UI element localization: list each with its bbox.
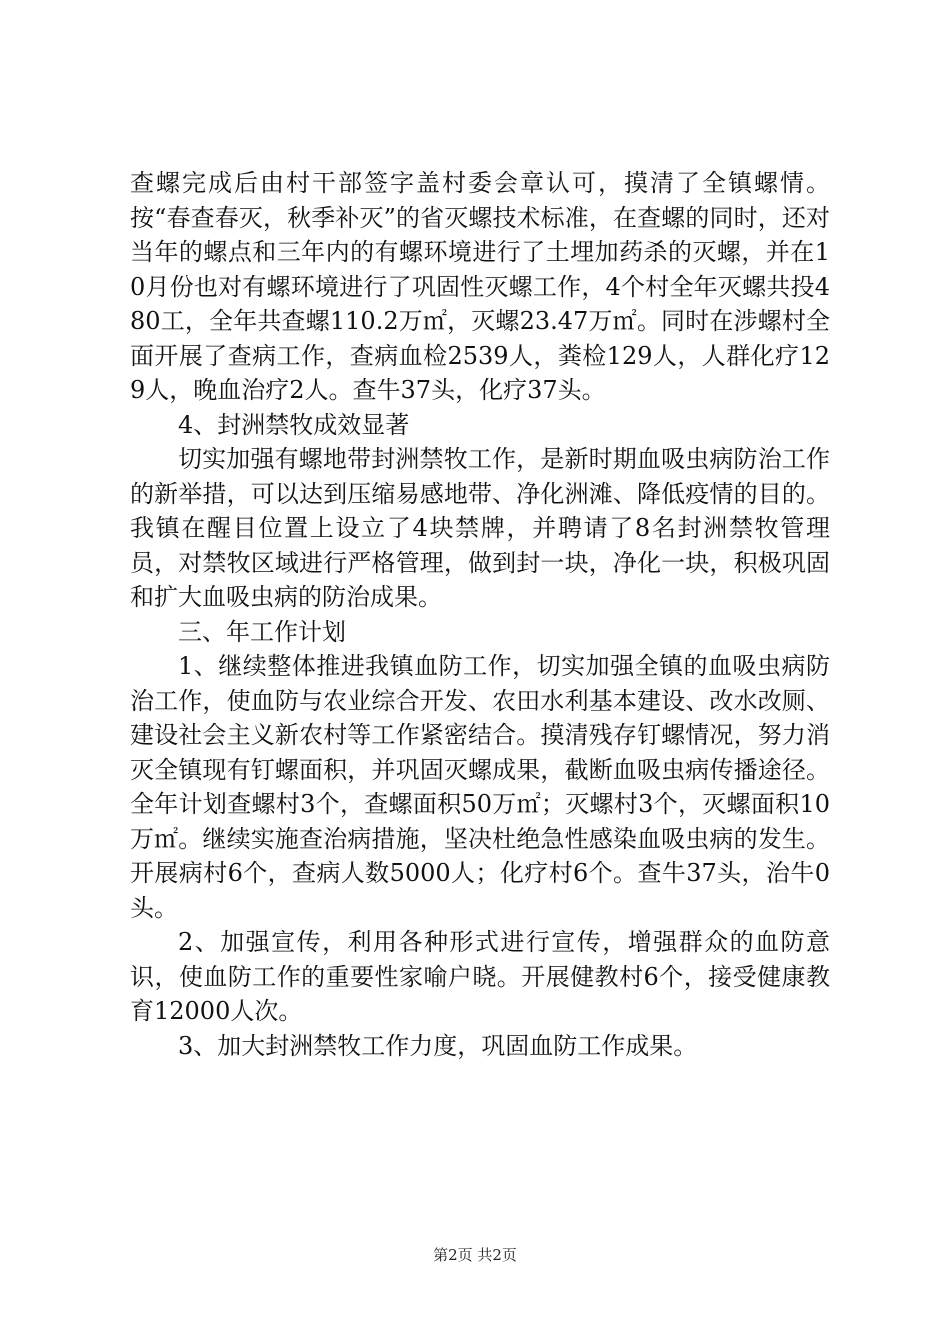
page-number-footer: 第2页 共2页 xyxy=(433,1246,517,1264)
document-body xyxy=(130,166,830,1063)
heading-work-plan: 三、年工作计划 xyxy=(178,617,346,646)
paragraph-snail-survey: 查螺完成后由村干部签字盖村委会章认可，摸清了全镇螺情。按“春查春灭，秋季补灭”的省灭螺技术标准，在查螺的同时，还对当年的螺点和三年内的有螺环境进行了土埋加药杀的灭螺，并在10月份也对有螺环境进行了巩固性灭螺工作，4个村全年灭螺共投480工，全年共查螺110.2万㎡，灭螺23.47万㎡。同时在涉螺村全面开展了查病工作，查病血检2539人，粪检129人，人群化疗129人，晚血治疗2人。查牛37头，化疗37头。 xyxy=(130,169,830,404)
paragraph-plan-item-3: 3、加大封洲禁牧工作力度，巩固血防工作成果。 xyxy=(178,1031,698,1060)
paragraph-plan-item-1: 1、继续整体推进我镇血防工作，切实加强全镇的血吸虫病防治工作，使血防与农业综合开发、农田水利基本建设、改水改厕、建设社会主义新农村等工作紧密结合。摸清残存钉螺情况，努力消灭全镇现有钉螺面积，并巩固灭螺成果，截断血吸虫病传播途径。全年计划查螺村3个，查螺面积50万㎡；灭螺村3个，灭螺面积10万㎡。继续实施查治病措施，坚决杜绝急性感染血吸虫病的发生。开展病村6个，查病人数5000人；化疗村6个。查牛37头，治牛0头。 xyxy=(130,652,830,922)
paragraph-plan-item-2: 2、加强宣传，利用各种形式进行宣传，增强群众的血防意识，使血防工作的重要性家喻户晓。开展健教村6个，接受健康教育12000人次。 xyxy=(130,928,830,1025)
heading-grazing-ban-results: 4、封洲禁牧成效显著 xyxy=(178,410,410,439)
paragraph-grazing-ban: 切实加强有螺地带封洲禁牧工作，是新时期血吸虫病防治工作的新举措，可以达到压缩易感地带、净化洲滩、降低疫情的目的。我镇在醒目位置上设立了4块禁牌，并聘请了8名封洲禁牧管理员，对禁牧区域进行严格管理，做到封一块，净化一块，积极巩固和扩大血吸虫病的防治成果。 xyxy=(130,445,830,611)
